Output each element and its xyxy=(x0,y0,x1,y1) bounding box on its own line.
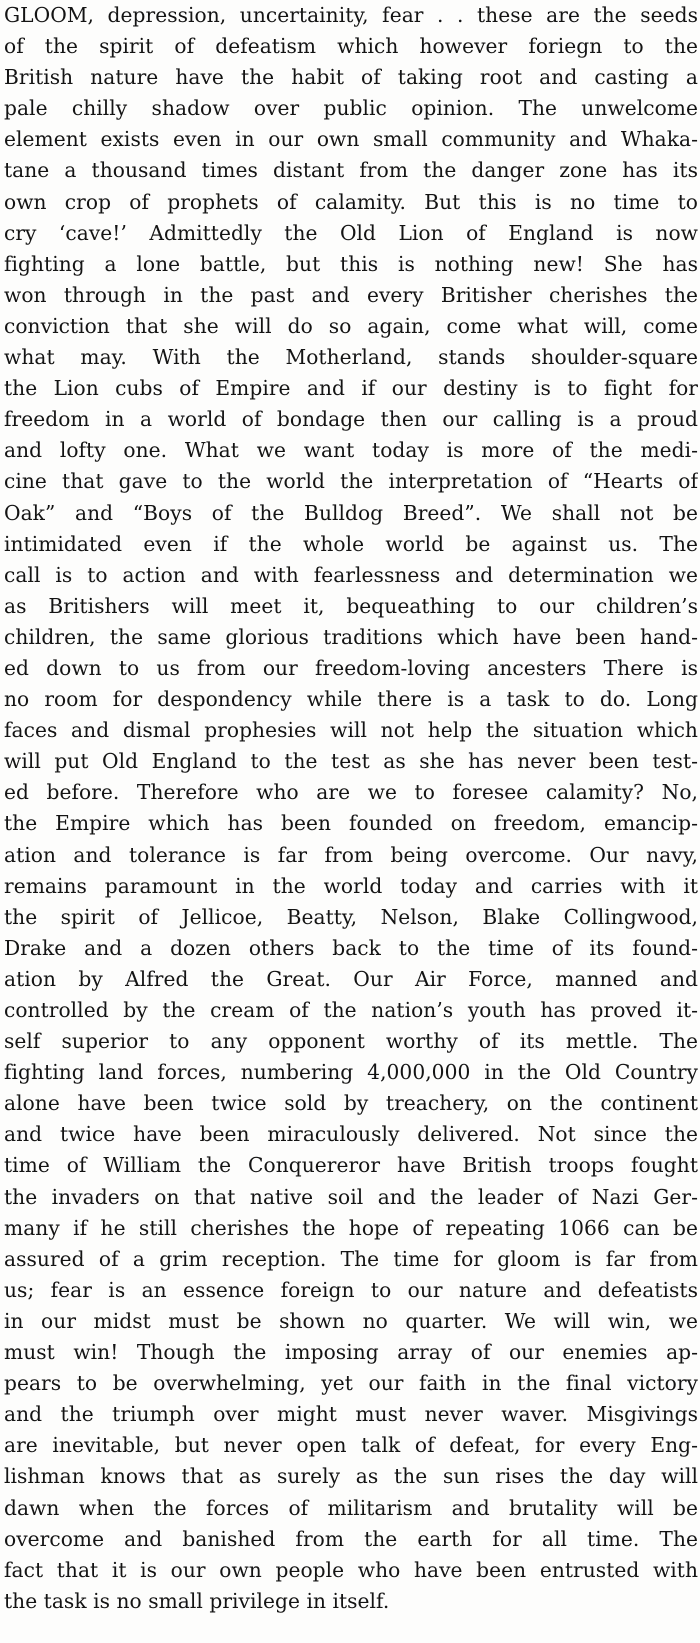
text-line: freedom in a world of bondage then our calling is a proud xyxy=(4,407,698,432)
text-line: pale chilly shadow over public opinion. The unwelcome xyxy=(4,96,698,121)
text-line: tane a thousand times distant from the danger zone has its xyxy=(4,158,698,183)
text-line: us; fear is an essence foreign to our nature and defeatists xyxy=(4,1277,698,1302)
text-line: and the triumph over might must never waver. Misgivings xyxy=(4,1402,698,1427)
text-line: remains paramount in the world today and carries with it xyxy=(4,873,698,898)
text-line: pears to be overwhelming, yet our faith in the final victory xyxy=(4,1371,698,1396)
text-line: of the spirit of defeatism which however foriegn to the xyxy=(4,34,698,59)
text-line: many if he still cherishes the hope of repeating 1066 can be xyxy=(4,1215,698,1240)
text-line: controlled by the cream of the nation’s youth has proved it- xyxy=(4,998,698,1022)
text-line: ed down to us from our freedom-loving ancesters There is xyxy=(4,655,698,680)
text-line: self superior to any opponent worthy of its mettle. The xyxy=(4,1029,698,1054)
text-line: and twice have been miraculously delivered. Not since the xyxy=(4,1122,698,1147)
text-line: won through in the past and every Britisher cherishes the xyxy=(4,282,698,307)
text-line: the task is no small privilege in itself. xyxy=(4,1588,390,1613)
text-line: call is to action and with fearlessness and determination we xyxy=(4,562,698,587)
text-line: element exists even in our own small community and Whaka- xyxy=(4,127,698,152)
text-line: fighting a lone battle, but this is nothing new! She has xyxy=(4,251,698,276)
text-line: ation and tolerance is far from being overcome. Our navy, xyxy=(4,842,698,867)
text-line: alone have been twice sold by treachery, on the continent xyxy=(4,1091,698,1116)
text-line: the Lion cubs of Empire and if our destiny is to fight for xyxy=(4,376,698,401)
text-line: and lofty one. What we want today is more of the medi- xyxy=(4,438,698,463)
text-line: children, the same glorious traditions which have been hand- xyxy=(4,624,698,649)
text-line: as Britishers will meet it, bequeathing to our children’s xyxy=(4,593,698,618)
text-line: dawn when the forces of militarism and brutality will be xyxy=(4,1495,698,1520)
text-line: British nature have the habit of taking root and casting a xyxy=(4,65,698,90)
text-line: intimidated even if the whole world be against us. The xyxy=(4,531,698,556)
text-line: ation by Alfred the Great. Our Air Force, manned and xyxy=(4,966,698,991)
text-line: what may. With the Motherland, stands shoulder-square xyxy=(4,345,698,370)
text-line: the Empire which has been founded on freedom, emancip- xyxy=(4,811,698,836)
text-line: in our midst must be shown no quarter. We will win, we xyxy=(4,1308,698,1333)
text-line: must win! Though the imposing array of our enemies ap- xyxy=(4,1340,698,1365)
text-line: GLOOM, depression, uncertainity, fear . . these are the seeds xyxy=(4,3,698,27)
text-line: no room for despondency while there is a task to do. Long xyxy=(4,687,698,712)
text-line: will put Old England to the test as she has never been test- xyxy=(4,749,698,774)
text-line: time of William the Conquereror have British troops fought xyxy=(4,1153,698,1178)
text-line: own crop of prophets of calamity. But this is no time to xyxy=(4,189,698,214)
text-line: conviction that she will do so again, come what will, come xyxy=(4,313,698,338)
text-line: assured of a grim reception. The time for gloom is far from xyxy=(4,1246,698,1271)
article-body xyxy=(4,0,698,1617)
text-line: Oak” and “Boys of the Bulldog Breed”. We shall not be xyxy=(4,500,698,525)
text-line: cry ‘cave!’ Admittedly the Old Lion of England is now xyxy=(4,220,698,245)
text-line: the spirit of Jellicoe, Beatty, Nelson, Blake Collingwood, xyxy=(4,904,698,929)
text-line: cine that gave to the world the interpretation of “Hearts of xyxy=(4,469,698,494)
text-line: the invaders on that native soil and the leader of Nazi Ger- xyxy=(4,1184,698,1209)
text-line: overcome and banished from the earth for all time. The xyxy=(4,1526,698,1551)
text-line: are inevitable, but never open talk of defeat, for every Eng- xyxy=(4,1433,698,1458)
text-line: ed before. Therefore who are we to foresee calamity? No, xyxy=(4,780,698,805)
text-line: faces and dismal prophesies will not help the situation which xyxy=(4,718,698,743)
text-line: fact that it is our own people who have been entrusted with xyxy=(4,1557,698,1582)
text-line: Drake and a dozen others back to the time of its found- xyxy=(4,935,698,960)
text-line: fighting land forces, numbering 4,000,000 in the Old Country xyxy=(4,1060,698,1085)
text-line: lishman knows that as surely as the sun rises the day will xyxy=(4,1464,698,1489)
